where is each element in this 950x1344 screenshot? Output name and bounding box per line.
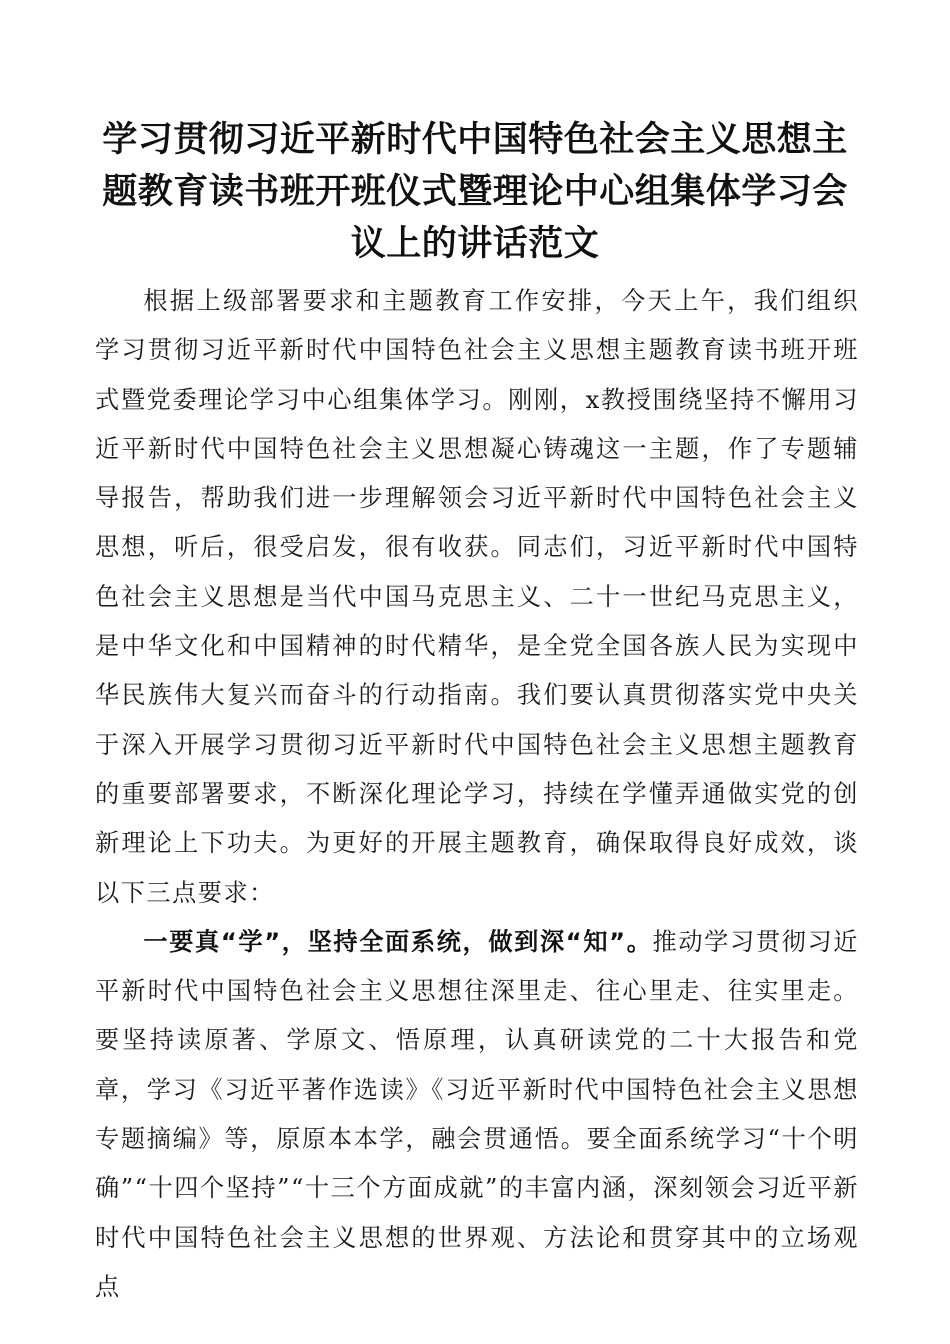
paragraph-point-one-lead: 一要真“学”，坚持全面系统，做到深“知”。	[143, 927, 653, 956]
paragraph-intro-text: 根据上级部署要求和主题教育工作安排，今天上午，我们组织学习贯彻习近平新时代中国特色社会主义思想主题教育读书班开班式暨党委理论学习中心组集体学习。刚刚，x教授围绕坚持不懈用习近平新时代中国特色社会主义思想凝心铸魂这一主题，作了专题辅导报告，帮助我们进一步理解领会习近平新时代中国特色社会主义思想，听后，很受启发，很有收获。同志们，习近平新时代中国特色社会主义思想是当代中国马克思主义、二十一世纪马克思主义，是中华文化和中国精神的时代精华，是全党全国各族人民为实现中华民族伟大复兴而奋斗的行动指南。我们要认真贯彻落实党中央关于深入开展学习贯彻习近平新时代中国特色社会主义思想主题教育的重要部署要求，不断深化理论学习，持续在学懂弄通做实党的创新理论上下功夫。为更好的开展主题教育，确保取得良好成效，谈以下三点要求：	[95, 287, 859, 907]
paragraph-point-one	[95, 918, 859, 1312]
paragraph-point-one-text: 推动学习贯彻习近平新时代中国特色社会主义思想往深里走、往心里走、往实里走。要坚持读原著、学原文、悟原理，认真研读党的二十大报告和党章，学习《习近平著作选读》《习近平新时代中国特色社会主义思想专题摘编》等，原原本本学，融会贯通悟。要全面系统学习“十个明确”“十四个坚持”“十三个方面成就”的丰富内涵，深刻领会习近平新时代中国特色社会主义思想的世界观、方法论和贯穿其中的立场观点	[95, 927, 859, 1301]
document-body	[95, 277, 859, 1312]
paragraph-intro	[95, 277, 859, 918]
document-title: 学习贯彻习近平新时代中国特色社会主义思想主题教育读书班开班仪式暨理论中心组集体学习会议上的讲话范文	[102, 120, 848, 264]
